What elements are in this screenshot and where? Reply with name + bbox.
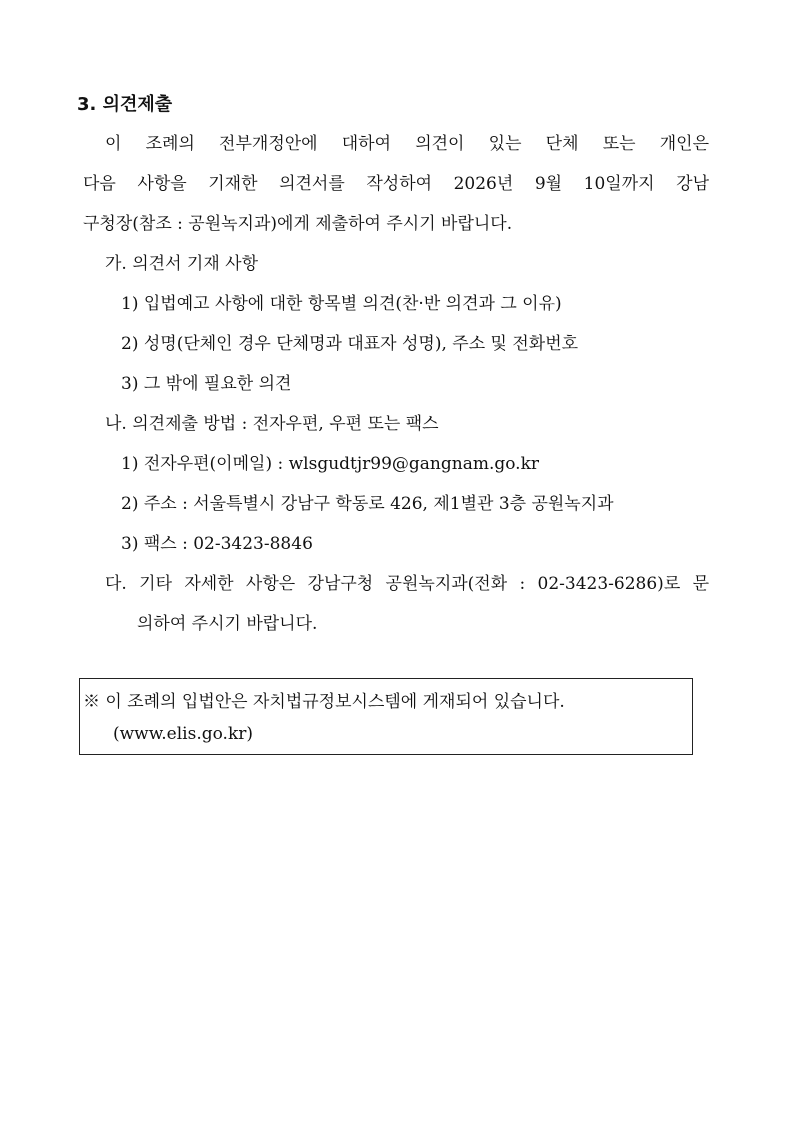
notice-box (79, 678, 693, 755)
item-na-sub-2: 2) 주소 : 서울특별시 강남구 학동로 426, 제1별관 3층 공원녹지과 (121, 494, 614, 514)
item-ga-sub-2: 2) 성명(단체인 경우 단체명과 대표자 성명), 주소 및 전화번호 (121, 334, 579, 354)
section-title: 3. 의견제출 (77, 94, 173, 115)
item-na-label: 나. 의견제출 방법 : 전자우편, 우편 또는 팩스 (105, 414, 439, 434)
intro-line-2: 다음 사항을 기재한 의견서를 작성하여 2026년 9월 10일까지 강남 (83, 174, 709, 194)
intro-line-3: 구청장(참조 : 공원녹지과)에게 제출하여 주시기 바랍니다. (83, 214, 513, 234)
notice-line-2: (www.elis.go.kr) (113, 724, 254, 744)
item-ga-sub-3: 3) 그 밖에 필요한 의견 (121, 374, 292, 394)
notice-line-1: ※ 이 조례의 입법안은 자치법규정보시스템에 게재되어 있습니다. (83, 692, 565, 712)
item-ga-sub-1: 1) 입법예고 사항에 대한 항목별 의견(찬·반 의견과 그 이유) (121, 294, 562, 314)
item-na-sub-3: 3) 팩스 : 02-3423-8846 (121, 534, 313, 554)
item-da-line-2: 의하여 주시기 바랍니다. (137, 614, 318, 634)
item-na-sub-1: 1) 전자우편(이메일) : wlsgudtjr99@gangnam.go.kr (121, 454, 539, 474)
item-ga-label: 가. 의견서 기재 사항 (105, 254, 258, 274)
item-da-line-1: 다. 기타 자세한 사항은 강남구청 공원녹지과(전화 : 02-3423-6286)로 문 (105, 574, 709, 594)
intro-line-1: 이 조례의 전부개정안에 대하여 의견이 있는 단체 또는 개인은 (105, 134, 709, 154)
